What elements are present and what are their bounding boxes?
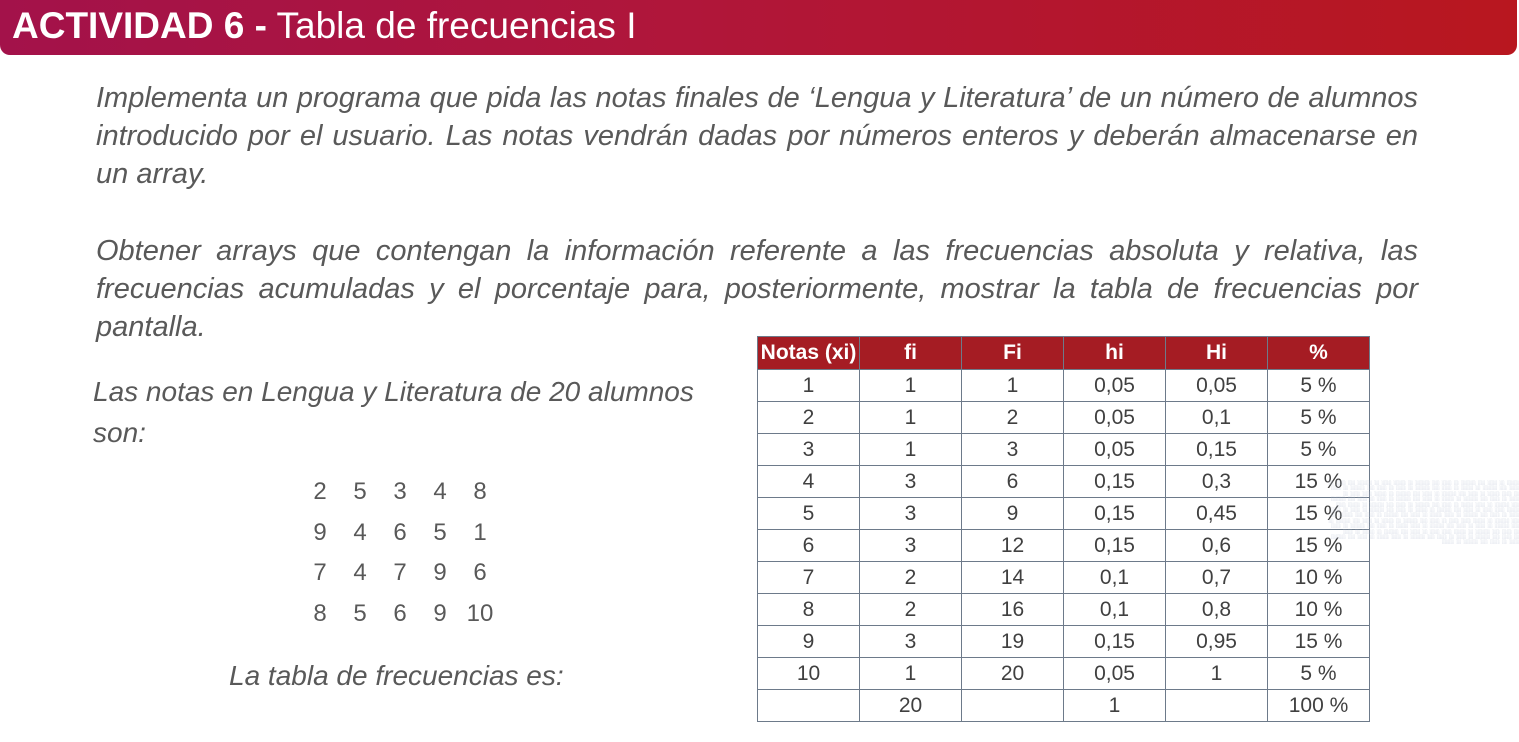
table-cell: 0,1 [1166, 402, 1268, 434]
table-cell: 1 [758, 370, 860, 402]
table-cell: 0,05 [1064, 370, 1166, 402]
table-cell: 0,15 [1064, 498, 1166, 530]
grade-value: 5 [433, 518, 447, 546]
table-cell: 15 % [1268, 498, 1370, 530]
grade-value: 4 [353, 518, 367, 546]
table-row [758, 658, 1370, 690]
grade-value: 10 [466, 599, 494, 627]
table-cell: 6 [758, 530, 860, 562]
table-cell: 100 % [1268, 690, 1370, 722]
table-cell: 6 [962, 466, 1064, 498]
table-cell: 1 [860, 658, 962, 690]
table-cell: 5 [758, 498, 860, 530]
slide-title [12, 3, 636, 49]
table-row [758, 434, 1370, 466]
table-cell: 10 % [1268, 594, 1370, 626]
table-cell: 0,1 [1064, 562, 1166, 594]
table-cell: 15 % [1268, 530, 1370, 562]
table-cell: 0,6 [1166, 530, 1268, 562]
table-row [758, 402, 1370, 434]
grades-row [300, 513, 500, 554]
grade-value: 6 [473, 559, 487, 587]
table-row [758, 466, 1370, 498]
table-row [758, 530, 1370, 562]
grades-row [300, 594, 500, 635]
table-cell: 0,05 [1166, 370, 1268, 402]
grade-value: 3 [393, 478, 407, 506]
grade-value: 6 [393, 518, 407, 546]
table-cell: 3 [860, 626, 962, 658]
table-cell: 5 % [1268, 658, 1370, 690]
table-cell: 1 [1166, 658, 1268, 690]
table-cell: 5 % [1268, 370, 1370, 402]
grade-value: 8 [313, 599, 327, 627]
column-header: Fi [962, 337, 1064, 370]
grade-value: 9 [433, 559, 447, 587]
title-topic: Tabla de frecuencias I [276, 5, 637, 46]
table-caption: La tabla de frecuencias es: [229, 660, 564, 691]
table-cell: 9 [962, 498, 1064, 530]
table-cell: 0,8 [1166, 594, 1268, 626]
table-cell: 0,15 [1166, 434, 1268, 466]
grade-value: 5 [353, 599, 367, 627]
table-cell: 20 [962, 658, 1064, 690]
title-bar [0, 0, 1517, 55]
table-cell: 1 [860, 402, 962, 434]
grade-value: 4 [433, 478, 447, 506]
table-cell: 3 [962, 434, 1064, 466]
table-cell: 1 [1064, 690, 1166, 722]
table-cell: 0,1 [1064, 594, 1166, 626]
table-cell: 0,05 [1064, 434, 1166, 466]
table-cell: 9 [758, 626, 860, 658]
grades-intro: Las notas en Lengua y Literatura de 20 alumnos son: [93, 376, 694, 448]
column-header: Hi [1166, 337, 1268, 370]
table-cell: 12 [962, 530, 1064, 562]
table-row [758, 594, 1370, 626]
table-cell: 3 [860, 498, 962, 530]
table-cell [1166, 690, 1268, 722]
table-cell: 1 [962, 370, 1064, 402]
table-cell: 2 [860, 594, 962, 626]
table-cell [758, 690, 860, 722]
grade-value: 5 [353, 478, 367, 506]
grade-value: 2 [313, 478, 327, 506]
instructions-paragraph-2: Obtener arrays que contengan la información referente a las frecuencias absoluta y relativa, las frecuencias acumuladas y el porcentaje para, posteriormente, mostrar la tabla de frecuencias por pantalla. [96, 235, 1418, 343]
table-cell: 14 [962, 562, 1064, 594]
title-activity-label: ACTIVIDAD 6 - [12, 5, 267, 46]
table-cell: 0,15 [1064, 466, 1166, 498]
table-row [758, 562, 1370, 594]
frequency-table [757, 336, 1370, 722]
grade-value: 9 [433, 599, 447, 627]
grades-row [300, 553, 500, 594]
table-cell: 0,05 [1064, 402, 1166, 434]
table-cell: 0,3 [1166, 466, 1268, 498]
table-cell: 1 [860, 434, 962, 466]
table-cell: 0,95 [1166, 626, 1268, 658]
grade-value: 4 [353, 559, 367, 587]
table-cell: 0,45 [1166, 498, 1268, 530]
table-cell: 2 [860, 562, 962, 594]
background-code-texture: ░░ ░░░░ ░░░ ░░░░░░ ░░ ░░░░ ░░░░░ ░░ ░░░░░░ ░░░ ░░░░ ░░ ░░░░░░ ░░░ ░░░░ ░░ ░░░░░ ░░░░ ░░ ░░░░░░ ░░░ ░░░░ ░░ ░░░░ ░░ ░░░░░░ ░░░ ░░░░ ░░ ░░░░░ ░░ ░░░░░░ ░░░ ░░░░ ░░ ░░░░ ░░░░ ░░░░░ ░░ ░░░░░░ ░░░ ░░░░ ░░ ░░░░░░ ░░░ ░░░░ ░░ ░░░░░ ░░░░ ░░ ░░░░░░ ░░░ ░░░░ ░░ ░░░░ ░░ ░░░░░░ ░░░ ░░░░ ░░ ░░░░░ ░░ ░░░░░░ ░░░ ░░░░ ░░ ░░░░ ░░░░ ░░░░░ ░░ ░░░░░░ ░░░ ░░░░ ░░ ░░░░░░ ░░░ ░░░░ ░░ ░░░░░ ░░░░ ░░ ░░░░░░ ░░░ ░░░░ ░░ ░░░░ ░░ ░░░░░░ ░░░ ░░░░ ░░ ░░░░░ ░░ ░░░░░░ ░░░ ░░░░ ░░ ░░░░ ░░░░ ░░░░░ ░░ ░░░░░░ ░░░ ░░░░ ░░ ░░░░░░ ░░░ ░░░░ ░░ ░░░░░ ░░░░ ░░ ░░░░░░ ░░░ ░░░░ ░░ ░░░░ ░░ ░░░░░░ ░░░ ░░░░ ░░ ░░░░░ ░░ ░░░░░░ ░░░ ░░░░ ░░ ░░░░ ░░░░ ░░░░░ ░░ ░░░░░░ ░░░ ░░░░ ░░ ░░░░░░ ░░░ ░░░░ ░░ ░░░░░ ░░░░ ░░ ░░░░░░ ░░░ ░░░░ ░░ ░░░░ ░░ ░░░░░░ ░░░ ░░░░ ░░ ░░░░░ ░░ ░░░░░░ ░░░ ░░░░ ░░ ░░░░ ░░░░ ░░░░░ ░░ ░░░░░░ ░░░ ░░░░ ░░ ░░░░░░ ░░░ ░░░░ ░░ ░░░░░ ░░░░ ░░ ░░░░░░ ░░░ ░░░░ ░░ ░░░░ ░░ ░░░░░░ ░░░ ░░░░ ░░ ░░░░░ ░░ ░░░░░░ ░░░ ░░░░ ░░ ░░░░ [1328, 480, 1519, 545]
column-header: hi [1064, 337, 1166, 370]
table-cell: 2 [962, 402, 1064, 434]
table-cell: 0,15 [1064, 626, 1166, 658]
table-cell: 19 [962, 626, 1064, 658]
table-cell: 2 [758, 402, 860, 434]
table-totals-row [758, 690, 1370, 722]
instructions-paragraph-1: Implementa un programa que pida las notas finales de ‘Lengua y Literatura’ de un número de alumnos introducido por el usuario. Las notas vendrán dadas por números enteros y deberán almacenarse en un array. [96, 82, 1418, 190]
table-cell: 3 [860, 530, 962, 562]
table-cell: 15 % [1268, 626, 1370, 658]
column-header: Notas (xi) [758, 337, 860, 370]
table-cell: 7 [758, 562, 860, 594]
grades-grid [300, 472, 500, 634]
table-cell: 16 [962, 594, 1064, 626]
table-cell: 5 % [1268, 402, 1370, 434]
table-row [758, 498, 1370, 530]
grade-value: 6 [393, 599, 407, 627]
grade-value: 7 [393, 559, 407, 587]
table-row [758, 626, 1370, 658]
table-cell: 10 % [1268, 562, 1370, 594]
table-cell: 1 [860, 370, 962, 402]
column-header: % [1268, 337, 1370, 370]
grade-value: 1 [473, 518, 487, 546]
table-cell [962, 690, 1064, 722]
table-cell: 3 [758, 434, 860, 466]
grades-row [300, 472, 500, 513]
table-cell: 4 [758, 466, 860, 498]
grade-value: 8 [473, 478, 487, 506]
table-cell: 3 [860, 466, 962, 498]
table-cell: 8 [758, 594, 860, 626]
table-cell: 0,7 [1166, 562, 1268, 594]
table-cell: 0,15 [1064, 530, 1166, 562]
grade-value: 9 [313, 518, 327, 546]
table-row [758, 370, 1370, 402]
table-cell: 15 % [1268, 466, 1370, 498]
table-header-row [758, 337, 1370, 370]
table-cell: 0,05 [1064, 658, 1166, 690]
column-header: fi [860, 337, 962, 370]
table-cell: 20 [860, 690, 962, 722]
table-cell: 5 % [1268, 434, 1370, 466]
grade-value: 7 [313, 559, 327, 587]
table-cell: 10 [758, 658, 860, 690]
